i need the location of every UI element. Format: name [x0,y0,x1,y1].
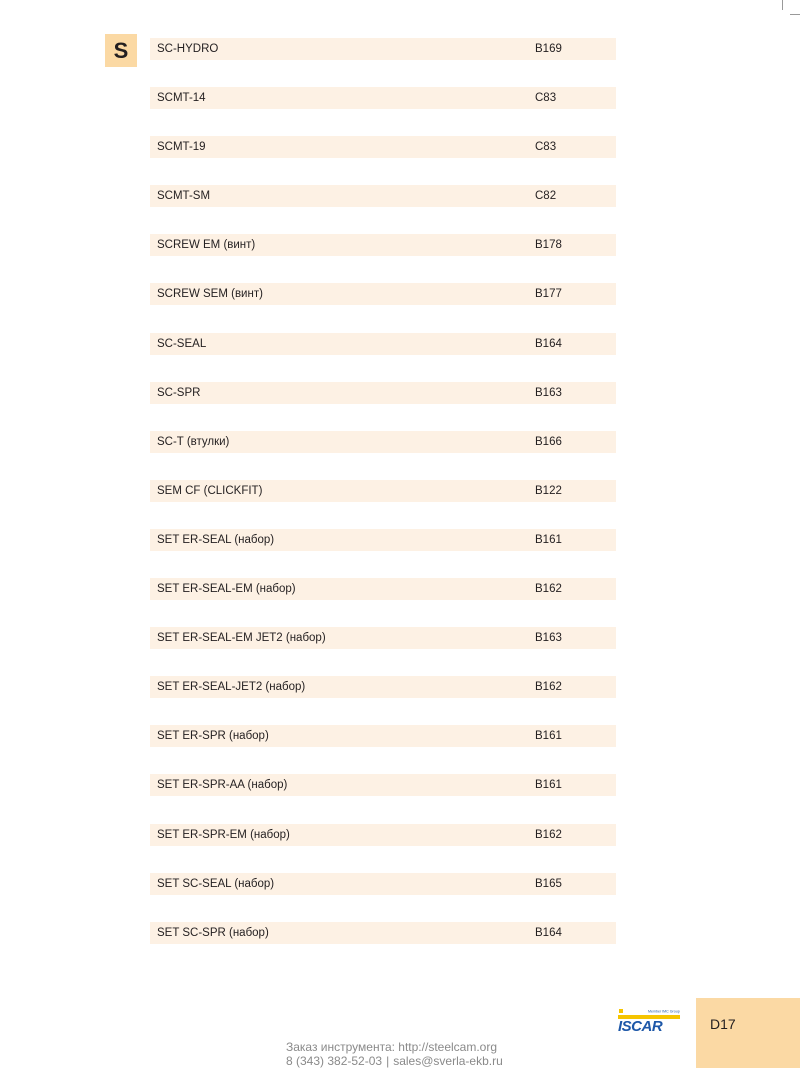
index-row [150,283,616,305]
index-row [150,725,616,747]
page-reference: B165 [535,877,562,890]
product-name: SC-SEAL [157,337,207,350]
footer-order-line: Заказ инструмента: http://steelcam.org [286,1040,498,1054]
footer-phone: 8 (343) 382-52-03 [286,1054,383,1068]
page-reference: B161 [535,533,562,546]
index-row [150,185,616,207]
index-row [150,234,616,256]
page-number: D17 [710,1016,736,1032]
page-reference: B163 [535,386,562,399]
index-row [150,922,616,944]
index-row [150,774,616,796]
product-name: SC-HYDRO [157,43,219,55]
page-reference: B163 [535,632,562,645]
product-name: SET ER-SEAL-EM (набор) [157,583,296,596]
page-reference: B162 [535,681,562,694]
page-reference: B161 [535,779,562,792]
page-reference: B164 [535,926,562,939]
product-name: SET SC-SPR (набор) [157,926,269,939]
product-name: SET ER-SEAL-EM JET2 (набор) [157,632,326,645]
logo-tagline: Member IMC Group [648,1009,680,1014]
product-name: SCREW SEM (винт) [157,288,263,301]
logo-wordmark: ISCAR [618,1018,663,1032]
logo-dot [619,1009,623,1013]
footer-contacts-line [286,1054,503,1068]
product-name: SCMT-14 [157,92,206,105]
page-reference: C83 [535,141,557,154]
page-reference: B164 [535,337,562,350]
index-row [150,578,616,600]
page-reference: B161 [535,730,562,743]
index-list [150,38,616,971]
page-reference: B162 [535,583,562,596]
index-row [150,873,616,895]
iscar-logo [618,1008,680,1032]
product-name: SET ER-SPR-EM (набор) [157,828,290,841]
index-row [150,333,616,355]
index-row [150,676,616,698]
index-row [150,431,616,453]
index-row [150,136,616,158]
product-name: SCREW EM (винт) [157,239,256,252]
page-reference: B177 [535,288,562,301]
page-reference: B122 [535,484,562,497]
page-reference: B162 [535,828,562,841]
index-row [150,824,616,846]
page-reference: C83 [535,92,557,105]
page-number-tab [696,998,800,1068]
product-name: SET ER-SEAL (набор) [157,533,275,546]
crop-mark-top-right-horizontal [790,14,800,15]
footer-email: sales@sverla-ekb.ru [393,1054,503,1068]
product-name: SET SC-SEAL (набор) [157,877,275,890]
index-row [150,480,616,502]
index-row [150,529,616,551]
product-name: SCMT-SM [157,190,211,203]
iscar-logo-image [618,1008,680,1032]
footer-separator: | [386,1054,390,1068]
product-name: SCMT-19 [157,141,206,154]
product-name: SEM CF (CLICKFIT) [157,484,263,497]
product-name: SET ER-SPR-AA (набор) [157,779,288,792]
section-letter-tab: S [105,34,137,67]
footer-contact [286,1040,503,1068]
product-name: SC-T (втулки) [157,435,230,448]
product-name: SET ER-SEAL-JET2 (набор) [157,681,306,694]
crop-mark-top-right-vertical [782,0,783,10]
index-row [150,87,616,109]
page-reference: C82 [535,190,557,203]
index-row [150,627,616,649]
product-name: SET ER-SPR (набор) [157,730,269,743]
index-row [150,382,616,404]
page-reference: B169 [535,43,562,55]
page-reference: B178 [535,239,562,252]
index-row [150,38,616,60]
page-reference: B166 [535,435,562,448]
product-name: SC-SPR [157,386,201,399]
